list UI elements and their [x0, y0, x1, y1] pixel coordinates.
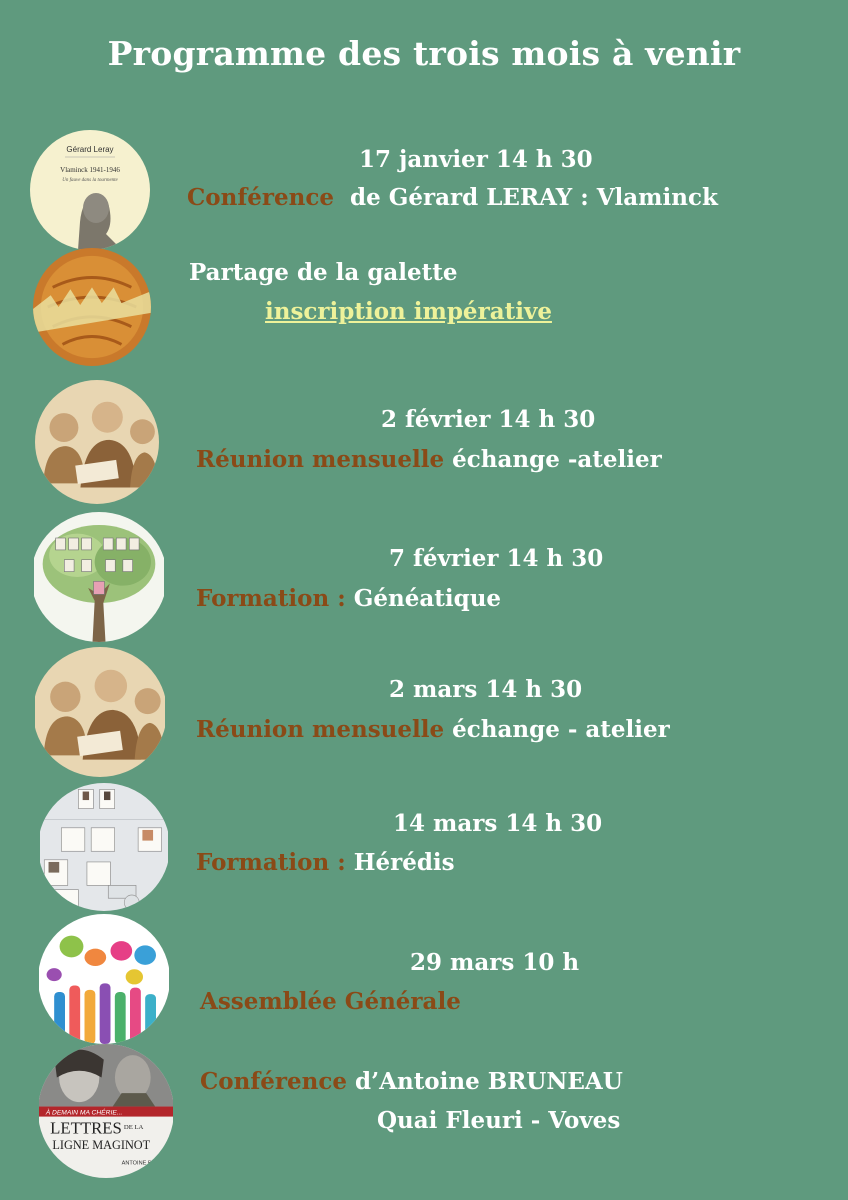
event-2-registration-link[interactable]: inscription impérative: [265, 298, 552, 325]
event-8-text: [200, 1068, 623, 1095]
event-6-kind: Formation :: [196, 849, 346, 876]
event-3-date: 2 février 14 h 30: [381, 406, 596, 433]
event-6-date: 14 mars 14 h 30: [393, 810, 603, 837]
event-1-kind: Conférence: [187, 184, 335, 211]
family-tree-icon: [31, 512, 167, 642]
book-cover-maginot-icon: [38, 1044, 174, 1178]
event-7-date: 29 mars 10 h: [410, 949, 580, 976]
event-8-kind: Conférence: [200, 1068, 348, 1095]
event-1-detail: de Gérard LERAY : Vlaminck: [350, 184, 718, 211]
heredis-tree-icon: [38, 783, 170, 911]
event-2-label: Partage de la galette: [189, 259, 458, 286]
event-3-text: [196, 446, 662, 473]
event-5-date: 2 mars 14 h 30: [389, 676, 583, 703]
book-subtitle: Un fauve dans la tourmente: [62, 178, 118, 183]
page-title: Programme des trois mois à venir: [107, 34, 741, 73]
event-6-text: [196, 849, 455, 876]
book-line3: DE LA: [123, 1123, 144, 1131]
event-8-location: Quai Fleuri - Voves: [377, 1107, 621, 1134]
book-author: Gérard Leray: [66, 145, 114, 154]
event-4-text: [196, 585, 501, 612]
event-5-kind: Réunion mensuelle: [196, 716, 445, 743]
speech-bubbles-hands-icon: [38, 914, 170, 1044]
book-title: Vlaminck 1941-1946: [60, 166, 120, 174]
event-6-detail: Hérédis: [353, 849, 455, 876]
event-8-detail: d’Antoine BRUNEAU: [355, 1068, 623, 1095]
book-line1: À DEMAIN MA CHÉRIE...: [45, 1109, 123, 1117]
event-4-date: 7 février 14 h 30: [389, 545, 604, 572]
meeting-group-icon: [33, 647, 167, 777]
event-3-detail: échange -atelier: [452, 446, 662, 473]
event-3-kind: Réunion mensuelle: [196, 446, 445, 473]
event-7-kind: Assemblée Générale: [200, 988, 461, 1015]
event-5-detail: échange - atelier: [452, 716, 670, 743]
event-4-detail: Généatique: [353, 585, 502, 612]
event-1-date: 17 janvier 14 h 30: [359, 146, 593, 173]
event-5-text: [196, 716, 670, 743]
meeting-group-icon: [35, 380, 159, 504]
book-author: ANTOINE BRU: [121, 1160, 160, 1167]
book-cover-vlaminck-icon: [30, 130, 150, 250]
galette-des-rois-icon: [33, 248, 151, 366]
book-line4: LIGNE MAGINOT: [52, 1137, 151, 1152]
event-1-text: [187, 184, 718, 211]
book-line2: LETTRES: [50, 1118, 122, 1138]
event-4-kind: Formation :: [196, 585, 346, 612]
